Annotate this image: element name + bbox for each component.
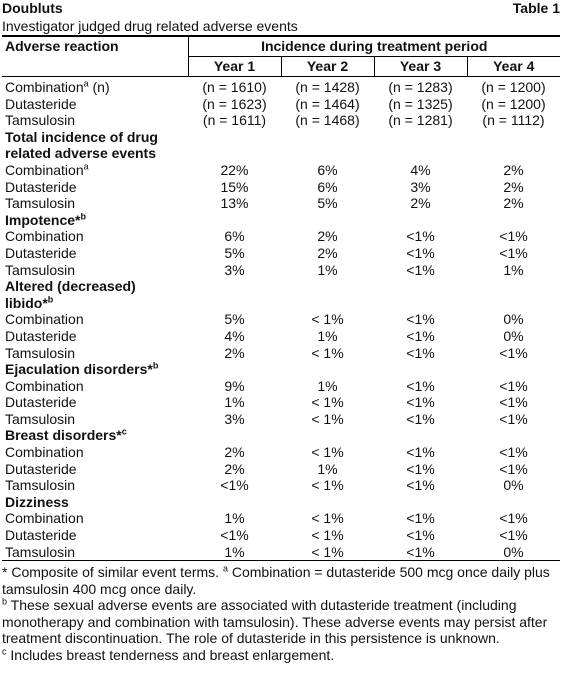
row-label: Combination bbox=[5, 228, 84, 245]
cell-year-1: 3% bbox=[224, 410, 245, 427]
cell-year-1 bbox=[188, 278, 281, 311]
cell-year-1: (n = 1623) bbox=[202, 95, 267, 112]
cell-year-1 bbox=[188, 427, 281, 444]
cell-year-4: <1% bbox=[499, 244, 528, 261]
footnote-composite: * Composite of similar event terms. $^a$ Combination = dutasteride 500 mcg once daily plus tamsulosin 400 mcg once daily. bbox=[2, 563, 550, 597]
cell-year-3 bbox=[374, 427, 467, 444]
cell-year-3: 2% bbox=[410, 195, 431, 212]
cell-year-1: 13% bbox=[220, 195, 249, 212]
row-label: Combination$^a$ (n) bbox=[5, 78, 110, 95]
cell-year-3: <1% bbox=[406, 510, 435, 527]
cell-year-3 bbox=[374, 212, 467, 229]
section-header-row bbox=[2, 129, 560, 162]
table-row bbox=[2, 228, 560, 245]
cell-year-4: <1% bbox=[499, 344, 528, 361]
cell-year-2: 6% bbox=[317, 178, 338, 195]
cell-year-1: 9% bbox=[224, 377, 245, 394]
cell-year-1 bbox=[188, 129, 281, 162]
cell-year-2: < 1% bbox=[311, 410, 344, 427]
cell-year-1: 1% bbox=[224, 394, 245, 411]
cell-year-4 bbox=[467, 494, 560, 511]
row-label: Tamsulosin bbox=[5, 261, 76, 278]
cell-year-2: 2% bbox=[317, 228, 338, 245]
row-label: Combination bbox=[5, 444, 84, 461]
cell-year-1: 2% bbox=[224, 444, 245, 461]
row-label: Tamsulosin bbox=[5, 477, 76, 494]
cell-year-4 bbox=[467, 278, 560, 311]
section-label: Impotence*$^b$ bbox=[5, 211, 86, 228]
cell-year-4: <1% bbox=[499, 444, 528, 461]
cell-year-3: 4% bbox=[410, 161, 431, 178]
cell-year-4: 1% bbox=[503, 261, 524, 278]
table-row bbox=[2, 345, 560, 362]
row-label: Dutasteride bbox=[5, 394, 77, 411]
footnote-sexual-events: $^b$ These sexual adverse events are associated with dutasteride treatment (including monotherapy and combination with tamsulosin). These adverse events may persist after treatment discontinuation. The role of dutasteride in this persistence is unknown. bbox=[2, 596, 548, 647]
row-label: Dutasteride bbox=[5, 95, 77, 112]
table-row bbox=[2, 195, 560, 212]
cell-year-2: < 1% bbox=[311, 344, 344, 361]
cell-year-3 bbox=[374, 361, 467, 378]
column-header-year-3: Year 3 bbox=[374, 57, 467, 77]
cell-year-1 bbox=[188, 212, 281, 229]
table-row bbox=[2, 461, 560, 478]
table-row bbox=[2, 162, 560, 179]
section-header-row bbox=[2, 427, 560, 444]
cell-year-4: (n = 1112) bbox=[482, 112, 545, 129]
cell-year-3: 3% bbox=[410, 178, 431, 195]
table-row bbox=[2, 179, 560, 196]
cell-year-4 bbox=[467, 129, 560, 162]
adverse-events-table bbox=[2, 77, 560, 561]
cell-year-4: 0% bbox=[503, 543, 524, 560]
column-header-incidence-period: Incidence during treatment period bbox=[188, 37, 560, 57]
cell-year-3 bbox=[374, 494, 467, 511]
cell-year-2 bbox=[281, 361, 374, 378]
section-header-row bbox=[2, 361, 560, 378]
table-row bbox=[2, 510, 560, 527]
table-row bbox=[2, 245, 560, 262]
cell-year-2: (n = 1464) bbox=[295, 95, 360, 112]
cell-year-2: < 1% bbox=[311, 394, 344, 411]
section-label: Breast disorders*$^c$ bbox=[5, 426, 127, 444]
table-label: Table 1 bbox=[512, 0, 560, 16]
cell-year-2 bbox=[281, 494, 374, 511]
row-label: Dutasteride bbox=[5, 527, 77, 544]
cell-year-1: 5% bbox=[224, 244, 245, 261]
cell-year-2: < 1% bbox=[311, 311, 344, 328]
row-label: Tamsulosin bbox=[5, 543, 76, 560]
cell-year-1: 2% bbox=[224, 460, 245, 477]
cell-year-3: (n = 1325) bbox=[388, 95, 453, 112]
cell-year-4: <1% bbox=[499, 527, 528, 544]
section-label: Ejaculation disorders*$^b$ bbox=[5, 360, 159, 378]
section-header-row bbox=[2, 212, 560, 229]
cell-year-2 bbox=[281, 278, 374, 311]
cell-year-3: (n = 1283) bbox=[388, 79, 453, 95]
table-row bbox=[2, 394, 560, 411]
cell-year-3: (n = 1281) bbox=[388, 112, 453, 129]
cell-year-4: <1% bbox=[499, 228, 528, 245]
cell-year-3: <1% bbox=[406, 327, 435, 344]
cell-year-3: <1% bbox=[406, 444, 435, 461]
cell-year-3: <1% bbox=[406, 261, 435, 278]
cell-year-1: 1% bbox=[224, 510, 245, 527]
table-row bbox=[2, 77, 560, 96]
cell-year-4: <1% bbox=[499, 460, 528, 477]
section-header-row bbox=[2, 494, 560, 511]
title-bar bbox=[2, 0, 560, 17]
row-label: Dutasteride bbox=[5, 327, 77, 344]
cell-year-2 bbox=[281, 129, 374, 162]
table-row bbox=[2, 527, 560, 544]
cell-year-3: <1% bbox=[406, 394, 435, 411]
cell-year-4 bbox=[467, 361, 560, 378]
cell-year-3 bbox=[374, 278, 467, 311]
cell-year-2: 2% bbox=[317, 244, 338, 261]
cell-year-2: 1% bbox=[317, 327, 338, 344]
row-label: Combination bbox=[5, 377, 84, 394]
cell-year-2 bbox=[281, 212, 374, 229]
footnote-breast: $^c$ Includes breast tenderness and breast enlargement. bbox=[2, 646, 335, 663]
row-label: Dutasteride bbox=[5, 244, 77, 261]
cell-year-1 bbox=[188, 361, 281, 378]
cell-year-1 bbox=[188, 494, 281, 511]
cell-year-2: (n = 1428) bbox=[295, 79, 360, 95]
section-header-row bbox=[2, 278, 560, 311]
table-row bbox=[2, 444, 560, 461]
cell-year-2: < 1% bbox=[311, 477, 344, 494]
cell-year-1: (n = 1611) bbox=[202, 112, 267, 129]
table-header bbox=[2, 37, 560, 77]
cell-year-3 bbox=[374, 129, 467, 162]
cell-year-1: 2% bbox=[224, 344, 245, 361]
row-label: Dutasteride bbox=[5, 178, 77, 195]
column-header-adverse-reaction: Adverse reaction bbox=[5, 38, 119, 54]
cell-year-1: (n = 1610) bbox=[202, 79, 267, 95]
row-label: Tamsulosin bbox=[5, 344, 76, 361]
cell-year-4: 0% bbox=[503, 311, 524, 328]
row-label: Tamsulosin bbox=[5, 195, 76, 212]
column-header-year-1: Year 1 bbox=[188, 57, 281, 77]
table-row bbox=[2, 477, 560, 494]
cell-year-4: (n = 1200) bbox=[481, 79, 546, 95]
cell-year-3: <1% bbox=[406, 527, 435, 544]
cell-year-4: <1% bbox=[499, 394, 528, 411]
cell-year-1: 1% bbox=[224, 543, 245, 560]
cell-year-1: 4% bbox=[224, 327, 245, 344]
table-row bbox=[2, 544, 560, 561]
cell-year-3: <1% bbox=[406, 410, 435, 427]
cell-year-3: <1% bbox=[406, 311, 435, 328]
document-heading: Doubluts bbox=[2, 0, 63, 16]
table-caption: Investigator judged drug related adverse events bbox=[2, 18, 298, 34]
cell-year-4: <1% bbox=[499, 377, 528, 394]
row-label: Combination bbox=[5, 510, 84, 527]
cell-year-2: 1% bbox=[317, 261, 338, 278]
row-label: Combination$^a$ bbox=[5, 161, 89, 178]
cell-year-1: 6% bbox=[224, 228, 245, 245]
cell-year-1: 3% bbox=[224, 261, 245, 278]
cell-year-1: <1% bbox=[220, 477, 249, 494]
cell-year-1: <1% bbox=[220, 527, 249, 544]
cell-year-4: <1% bbox=[499, 510, 528, 527]
row-label: Tamsulosin bbox=[5, 410, 76, 427]
section-label: Total incidence of drug related adverse events bbox=[5, 128, 158, 162]
cell-year-2: 1% bbox=[317, 377, 338, 394]
section-label: Altered (decreased) libido*$^b$ bbox=[5, 278, 136, 311]
cell-year-4 bbox=[467, 212, 560, 229]
table-row bbox=[2, 328, 560, 345]
cell-year-4: <1% bbox=[499, 410, 528, 427]
column-header-year-4: Year 4 bbox=[467, 57, 560, 77]
table-row bbox=[2, 378, 560, 395]
cell-year-1: 22% bbox=[220, 161, 249, 178]
cell-year-1: 15% bbox=[220, 178, 249, 195]
cell-year-2 bbox=[281, 427, 374, 444]
cell-year-4: 0% bbox=[503, 327, 524, 344]
cell-year-2: < 1% bbox=[311, 527, 344, 544]
cell-year-2: < 1% bbox=[311, 510, 344, 527]
table-row bbox=[2, 311, 560, 328]
table-row bbox=[2, 112, 560, 129]
cell-year-2: (n = 1468) bbox=[295, 112, 360, 129]
table-row bbox=[2, 262, 560, 279]
table-row bbox=[2, 96, 560, 113]
column-header-blank bbox=[2, 57, 188, 77]
cell-year-3: <1% bbox=[406, 477, 435, 494]
cell-year-3: <1% bbox=[406, 460, 435, 477]
cell-year-3: <1% bbox=[406, 344, 435, 361]
cell-year-2: 6% bbox=[317, 161, 338, 178]
row-label: Combination bbox=[5, 311, 84, 328]
cell-year-3: <1% bbox=[406, 228, 435, 245]
cell-year-3: <1% bbox=[406, 543, 435, 560]
cell-year-3: <1% bbox=[406, 377, 435, 394]
row-label: Dutasteride bbox=[5, 460, 77, 477]
cell-year-3: <1% bbox=[406, 244, 435, 261]
cell-year-4: 2% bbox=[503, 178, 524, 195]
row-label: Tamsulosin bbox=[5, 112, 76, 129]
cell-year-4 bbox=[467, 427, 560, 444]
section-label: Dizziness bbox=[5, 493, 69, 510]
cell-year-1: 5% bbox=[224, 311, 245, 328]
cell-year-4: 0% bbox=[503, 477, 524, 494]
cell-year-2: 5% bbox=[317, 195, 338, 212]
cell-year-4: 2% bbox=[503, 161, 524, 178]
cell-year-4: (n = 1200) bbox=[481, 95, 546, 112]
cell-year-2: < 1% bbox=[311, 444, 344, 461]
table-row bbox=[2, 411, 560, 428]
column-header-year-2: Year 2 bbox=[281, 57, 374, 77]
cell-year-4: 2% bbox=[503, 195, 524, 212]
footnotes bbox=[2, 561, 560, 663]
cell-year-2: 1% bbox=[317, 460, 338, 477]
cell-year-2: < 1% bbox=[311, 543, 344, 560]
